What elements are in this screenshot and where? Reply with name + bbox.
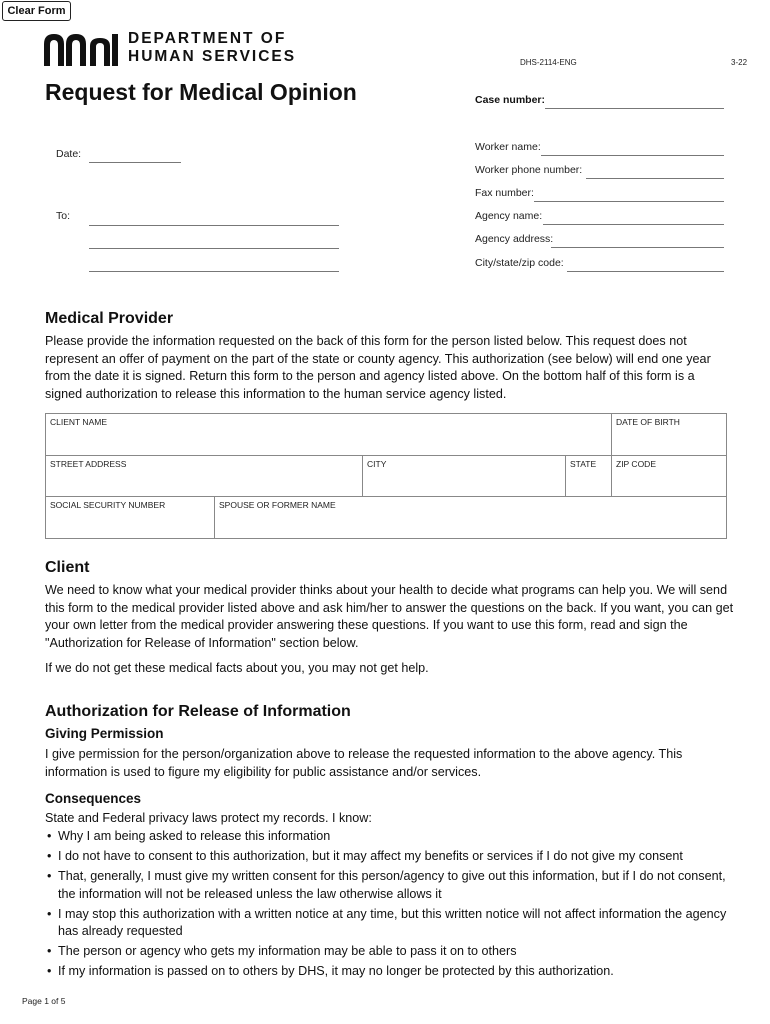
to-field-line-1[interactable] — [89, 225, 339, 226]
consequences-list — [45, 828, 735, 983]
city-cell[interactable] — [363, 456, 566, 497]
fax-number-label: Fax number: — [475, 187, 534, 199]
to-label: To: — [56, 210, 71, 222]
case-number-field[interactable] — [545, 108, 724, 109]
list-item: • The person or agency who gets my information may be able to pass it on to others — [45, 943, 735, 961]
page-title: Request for Medical Opinion — [45, 79, 357, 105]
spouse-name-cell[interactable] — [215, 497, 727, 539]
agency-name-label: Agency name: — [475, 210, 543, 222]
department-logo-text — [128, 30, 296, 66]
client-text: We need to know what your medical provider thinks about your health to decide what programs can help you. We will send this form to the medical provider listed above and ask him/her to answer the questions on the back. If you want, you can get your own letter from the medical provider answering these questions. If you want to use this form, read and sign the "Authorization for Release of Information" section below. — [45, 583, 734, 650]
form-revision-date: 3-22 — [731, 58, 748, 67]
date-field[interactable] — [89, 162, 181, 163]
consequences-heading: Consequences — [45, 791, 142, 806]
medical-provider-text: Please provide the information requested on the back of this form for the person listed below. This request does not represent an offer of payment on the part of the state or county agency. This authorization (see below) will end one year from the date it is signed. Return this form to the person and agency listed above. On the bottom half of this form is a signed authorization to release this information to the human service agency listed. — [45, 334, 711, 401]
list-item: • That, generally, I must give my written consent for this person/agency to give out this information, but if I do not consent, the information will not be released unless the law otherwise allows it — [45, 868, 735, 903]
consequences-intro: State and Federal privacy laws protect my records. I know: — [45, 811, 372, 825]
to-field-line-2[interactable] — [89, 248, 339, 249]
agency-name-field[interactable] — [543, 224, 724, 225]
to-field-line-3[interactable] — [89, 271, 339, 272]
list-item: • Why I am being asked to release this information — [45, 828, 735, 846]
zip-code-label: ZIP CODE — [616, 459, 656, 469]
worker-phone-field[interactable] — [586, 178, 724, 179]
client-name-cell[interactable] — [46, 414, 612, 456]
medical-provider-heading: Medical Provider — [45, 310, 174, 327]
list-item: • I may stop this authorization with a written notice at any time, but this written notice will not affect information the agency has already requested — [45, 906, 735, 941]
giving-permission-heading: Giving Permission — [45, 726, 164, 741]
client-heading: Client — [45, 559, 90, 576]
list-item: • If my information is passed on to others by DHS, it may no longer be protected by this authorization. — [45, 963, 735, 981]
city-state-zip-field[interactable] — [567, 271, 724, 272]
giving-permission-text: I give permission for the person/organization above to release the requested information to the above agency. This information is used to figure my eligibility for public assistance and/or services. — [45, 747, 683, 779]
client-name-label: CLIENT NAME — [50, 417, 107, 427]
street-address-label: STREET ADDRESS — [50, 459, 127, 469]
agency-address-label: Agency address: — [475, 233, 554, 245]
clear-form-button[interactable]: Clear Form — [2, 1, 71, 21]
client-warning-text: If we do not get these medical facts about you, you may not get help. — [45, 661, 429, 675]
zip-code-cell[interactable] — [612, 456, 727, 497]
ssn-cell[interactable] — [46, 497, 215, 539]
state-cell[interactable] — [566, 456, 612, 497]
spouse-name-label: SPOUSE OR FORMER NAME — [219, 500, 336, 510]
authorization-heading: Authorization for Release of Information — [45, 703, 351, 720]
street-address-cell[interactable] — [46, 456, 363, 497]
date-of-birth-label: DATE OF BIRTH — [616, 417, 680, 427]
client-info-table — [45, 413, 727, 539]
mn-logo-icon — [44, 32, 120, 66]
logo-line-2: HUMAN SERVICES — [128, 48, 297, 65]
city-label: CITY — [367, 459, 387, 469]
date-of-birth-cell[interactable] — [612, 414, 727, 456]
list-item: • I do not have to consent to this authorization, but it may affect my benefits or services if I do not give my consent — [45, 848, 735, 866]
agency-address-field[interactable] — [551, 247, 724, 248]
ssn-label: SOCIAL SECURITY NUMBER — [50, 500, 166, 510]
page-number: Page 1 of 5 — [22, 996, 66, 1006]
city-state-zip-label: City/state/zip code: — [475, 257, 564, 269]
date-label: Date: — [56, 148, 82, 160]
worker-name-label: Worker name: — [475, 141, 541, 153]
worker-phone-label: Worker phone number: — [475, 164, 583, 176]
state-label: STATE — [570, 459, 597, 469]
fax-number-field[interactable] — [534, 201, 724, 202]
logo-line-1: DEPARTMENT OF — [128, 30, 287, 47]
form-id: DHS-2114-ENG — [520, 58, 577, 67]
case-number-label: Case number: — [475, 94, 546, 106]
worker-name-field[interactable] — [541, 155, 724, 156]
